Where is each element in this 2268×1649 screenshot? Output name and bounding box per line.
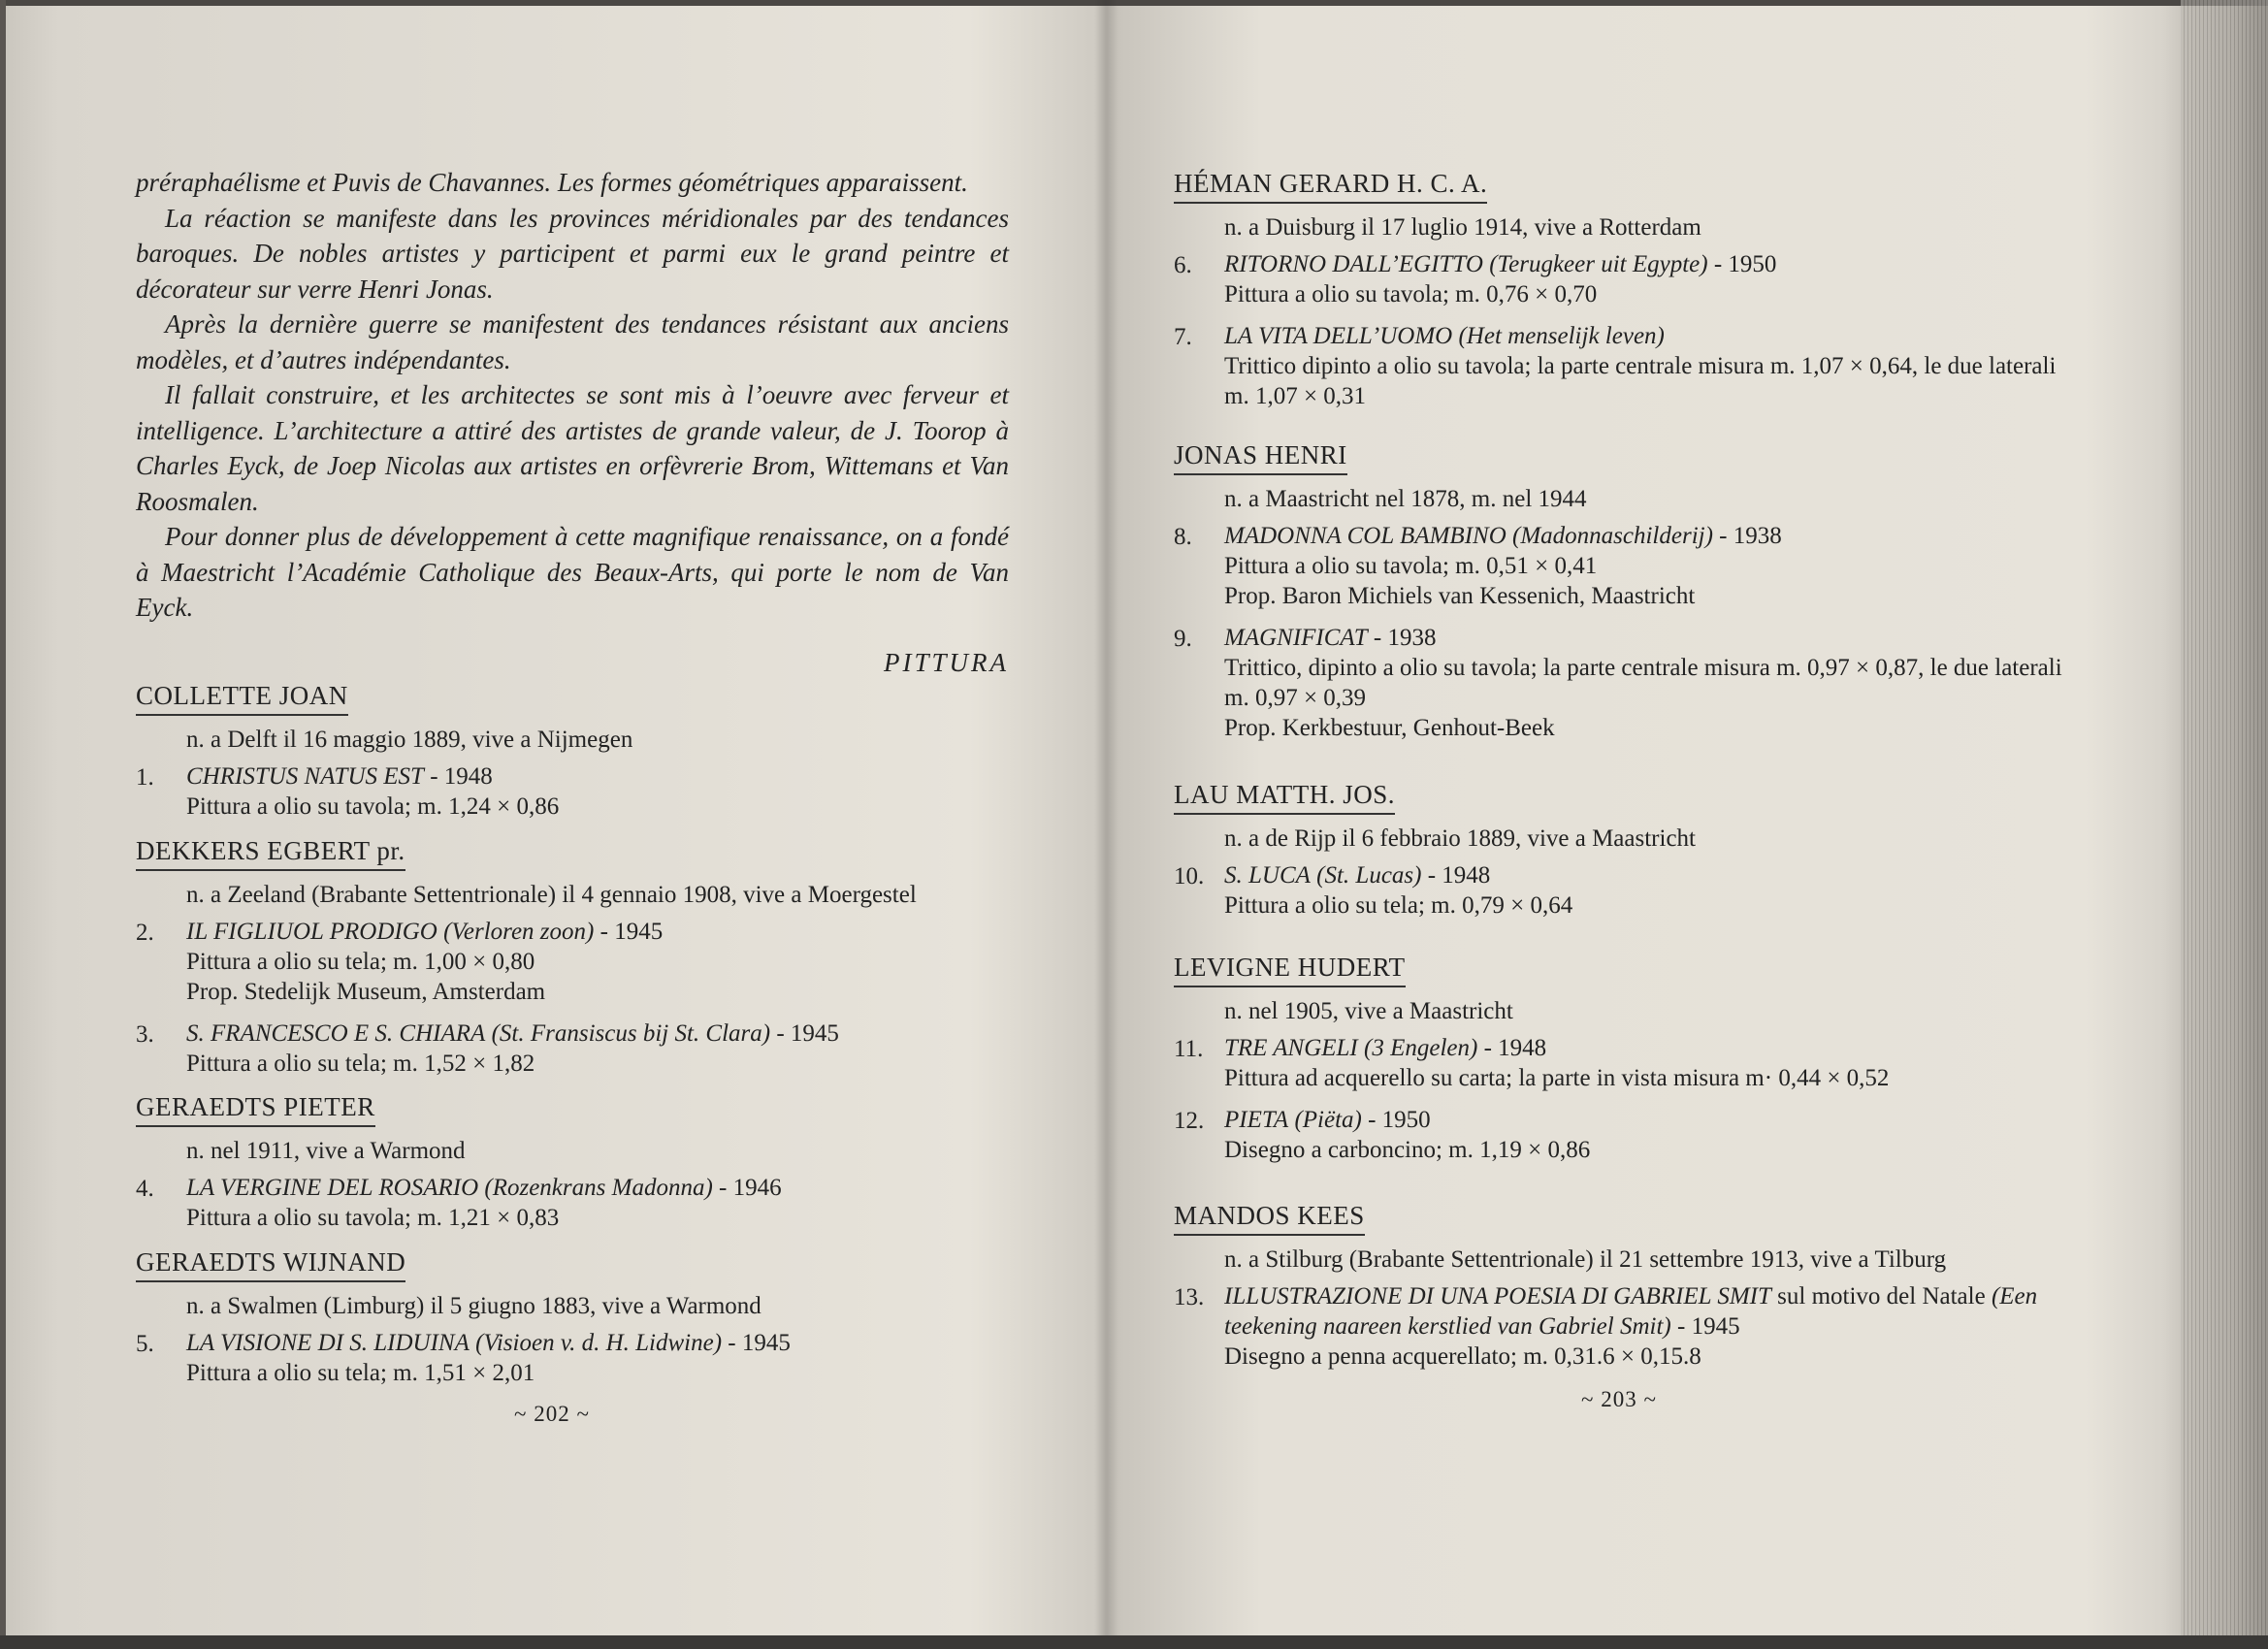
artist-entry: [1174, 438, 2076, 743]
work-owner: Prop. Kerkbestuur, Genhout-Beek: [1224, 715, 1555, 741]
artist-bio: n. a de Rijp il 6 febbraio 1889, vive a Maastricht: [1224, 825, 1696, 852]
work-subtitle: (Piëta): [1294, 1107, 1362, 1133]
work-entry: [136, 917, 917, 1007]
work-year: - 1945: [1677, 1313, 1740, 1340]
work-number: 5.: [136, 1331, 154, 1357]
artist-name: JONAS HENRI: [1174, 438, 1347, 475]
work-year: - 1946: [719, 1175, 782, 1201]
work-entry: [136, 761, 632, 822]
artist-bio: n. nel 1911, vive a Warmond: [186, 1138, 466, 1164]
artist-bio: n. a Stilburg (Brabante Settentrionale) il 21 settembre 1913, vive a Tilburg: [1224, 1246, 1947, 1273]
work-entry: [1174, 623, 2076, 743]
artist-entry: [1174, 951, 1889, 1165]
book-spine: [1094, 0, 1118, 1649]
artist-bio: n. nel 1905, vive a Maastricht: [1224, 998, 1513, 1024]
work-title: TRE ANGELI: [1224, 1035, 1358, 1061]
work-subtitle: (3 Engelen): [1364, 1035, 1478, 1061]
work-detail: Pittura a olio su tela; m. 0,79 × 0,64: [1224, 892, 1573, 919]
intro-text: [136, 165, 1009, 626]
work-entry: [136, 1018, 917, 1079]
work-title: MAGNIFICAT: [1224, 625, 1368, 651]
work-entry: [1174, 521, 2076, 611]
intro-paragraph: préraphaélisme et Puvis de Chavannes. Les formes géométriques apparaissent.: [136, 168, 968, 197]
work-subtitle: (Het menselijk leven): [1458, 323, 1665, 349]
work-detail: Disegno a penna acquerellato; m. 0,31.6 × 0,15.8: [1224, 1343, 1701, 1370]
right-page: [1174, 0, 2076, 1649]
artist-name: GERAEDTS WIJNAND: [136, 1245, 405, 1282]
work-title: LA VITA DELL’UOMO: [1224, 323, 1453, 349]
work-entry: [1174, 860, 1696, 921]
intro-paragraph: Après la dernière guerre se manifestent des tendances résistant aux anciens modèles, et d’autres indépendantes.: [136, 309, 1009, 374]
artist-bio: n. a Swalmen (Limburg) il 5 giugno 1883, vive a Warmond: [186, 1293, 761, 1319]
artist-name: MANDOS KEES: [1174, 1199, 1365, 1236]
work-detail: Pittura a olio su tavola; m. 0,76 × 0,70: [1224, 281, 1598, 307]
work-number: 2.: [136, 920, 154, 946]
work-subtitle: (St. Fransiscus bij St. Clara): [491, 1020, 771, 1047]
section-title: PITTURA: [884, 648, 1009, 677]
work-owner: Prop. Stedelijk Museum, Amsterdam: [186, 979, 546, 1005]
work-number: 9.: [1174, 626, 1192, 652]
work-entry: [1174, 1033, 1889, 1093]
work-title: S. LUCA: [1224, 862, 1311, 889]
work-title: CHRISTUS NATUS EST: [186, 763, 424, 790]
work-number: 7.: [1174, 324, 1192, 350]
artist-bio: n. a Delft il 16 maggio 1889, vive a Nijmegen: [186, 727, 633, 753]
work-entry: [1174, 1105, 1889, 1165]
work-entry: [136, 1173, 782, 1233]
work-year: - 1948: [1427, 862, 1491, 889]
work-title: IL FIGLIUOL PRODIGO: [186, 919, 437, 945]
work-entry: [1174, 249, 2076, 309]
work-subtitle: (Verloren zoon): [443, 919, 595, 945]
work-detail: Trittico, dipinto a olio su tavola; la parte centrale misura m. 0,97 × 0,87, le due laterali m. 0,97 × 0,39: [1224, 655, 2062, 711]
work-title: S. FRANCESCO E S. CHIARA: [186, 1020, 486, 1047]
work-title: LA VERGINE DEL ROSARIO: [186, 1175, 479, 1201]
page-number: ~ 202 ~: [514, 1402, 590, 1426]
artist-entry: [136, 1090, 782, 1233]
work-detail: Pittura a olio su tavola; m. 1,24 × 0,86: [186, 793, 560, 820]
work-number: 13.: [1174, 1284, 1205, 1310]
artist-entry: [136, 834, 917, 1079]
work-number: 4.: [136, 1176, 154, 1202]
work-title: ILLUSTRAZIONE DI UNA POESIA DI GABRIEL SMIT: [1224, 1283, 1771, 1310]
artist-entry: [1174, 167, 2076, 411]
artist-name: GERAEDTS PIETER: [136, 1090, 375, 1127]
artist-entry: [1174, 778, 1696, 921]
work-subtitle: (Een teekening naareen kerstlied van Gabriel Smit): [1224, 1283, 2038, 1340]
work-year: - 1948: [1483, 1035, 1547, 1061]
work-year: - 1945: [599, 919, 664, 945]
left-page: [136, 0, 1009, 1649]
work-number: 10.: [1174, 863, 1205, 889]
work-year: - 1945: [728, 1330, 791, 1356]
work-subtitle: (St. Lucas): [1316, 862, 1422, 889]
work-number: 8.: [1174, 524, 1192, 550]
work-year: - 1950: [1713, 251, 1777, 277]
work-subtitle: (Madonnaschilderij): [1512, 523, 1713, 549]
work-title: MADONNA COL BAMBINO: [1224, 523, 1507, 549]
artist-name: LAU MATTH. JOS.: [1174, 778, 1395, 815]
page-edges: [2181, 0, 2268, 1649]
work-year: - 1938: [1373, 625, 1437, 651]
artist-name: COLLETTE JOAN: [136, 679, 348, 716]
artist-entry: [136, 1245, 791, 1388]
artist-name: HÉMAN GERARD H. C. A.: [1174, 167, 1487, 204]
artist-name: LEVIGNE HUDERT: [1174, 951, 1406, 987]
work-title: PIETA: [1224, 1107, 1289, 1133]
work-number: 1.: [136, 764, 154, 791]
work-motif: sul motivo del Natale: [1777, 1283, 1986, 1310]
work-year: - 1938: [1719, 523, 1782, 549]
artist-entry: [136, 679, 632, 822]
work-year: - 1948: [430, 763, 493, 790]
artist-entry: [1174, 1199, 2076, 1372]
work-detail: Pittura a olio su tela; m. 1,52 × 1,82: [186, 1051, 535, 1077]
work-detail: Pittura a olio su tavola; m. 0,51 × 0,41: [1224, 553, 1598, 579]
work-subtitle: (Rozenkrans Madonna): [484, 1175, 713, 1201]
work-number: 11.: [1174, 1036, 1204, 1062]
work-detail: Pittura a olio su tela; m. 1,00 × 0,80: [186, 949, 535, 975]
work-number: 12.: [1174, 1108, 1205, 1134]
work-detail: Disegno a carboncino; m. 1,19 × 0,86: [1224, 1137, 1591, 1163]
work-owner: Prop. Baron Michiels van Kessenich, Maastricht: [1224, 583, 1696, 609]
work-year: - 1950: [1368, 1107, 1431, 1133]
work-title: RITORNO DALL’EGITTO: [1224, 251, 1483, 277]
left-edge: [0, 0, 6, 1649]
work-subtitle: (Terugkeer uit Egypte): [1489, 251, 1708, 277]
work-number: 3.: [136, 1021, 154, 1048]
intro-paragraph: Pour donner plus de développement à cette magnifique renaissance, on a fondé à Maestricht l’Académie Catholique des Beaux-Arts, qui porte le nom de Van Eyck.: [136, 522, 1009, 622]
work-detail: Trittico dipinto a olio su tavola; la parte centrale misura m. 1,07 × 0,64, le due laterali m. 1,07 × 0,31: [1224, 353, 2057, 409]
work-detail: Pittura a olio su tela; m. 1,51 × 2,01: [186, 1360, 535, 1386]
artist-bio: n. a Zeeland (Brabante Settentrionale) il 4 gennaio 1908, vive a Moergestel: [186, 882, 917, 908]
work-entry: [136, 1328, 791, 1388]
intro-paragraph: Il fallait construire, et les architectes se sont mis à l’oeuvre avec ferveur et intelligence. L’architecture a attiré des artistes de grande valeur, de J. Toorop à Charles Eyck, de Joep Nicolas aux artistes en orfèvrerie Brom, Wittemans et Van Roosmalen.: [136, 380, 1009, 516]
work-entry: [1174, 321, 2076, 411]
work-number: 6.: [1174, 252, 1192, 278]
work-detail: Pittura a olio su tavola; m. 1,21 × 0,83: [186, 1205, 560, 1231]
work-detail: Pittura ad acquerello su carta; la parte in vista misura m· 0,44 × 0,52: [1224, 1065, 1890, 1091]
intro-paragraph: La réaction se manifeste dans les provinces méridionales par des tendances baroques. De nobles artistes y participent et parmi eux le grand peintre et décorateur sur verre Henri Jonas.: [136, 203, 1009, 304]
work-entry: [1174, 1281, 2076, 1372]
work-year: - 1945: [776, 1020, 839, 1047]
work-title: LA VISIONE DI S. LIDUINA: [186, 1330, 470, 1356]
artist-name: DEKKERS EGBERT pr.: [136, 834, 405, 871]
artist-bio: n. a Maastricht nel 1878, m. nel 1944: [1224, 486, 1587, 512]
work-subtitle: (Visioen v. d. H. Lidwine): [475, 1330, 723, 1356]
artist-bio: n. a Duisburg il 17 luglio 1914, vive a Rotterdam: [1224, 214, 1701, 241]
page-number: ~ 203 ~: [1581, 1387, 1657, 1411]
